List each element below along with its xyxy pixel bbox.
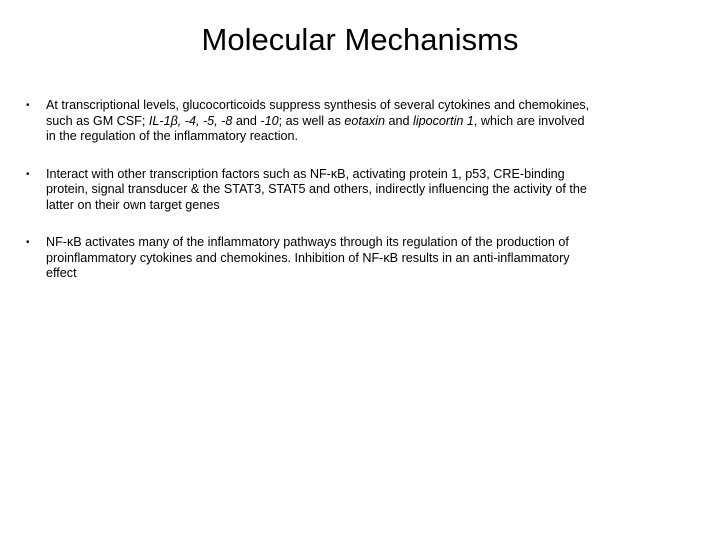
bullet-dot-icon: • (26, 100, 30, 111)
bullet-item (26, 167, 596, 214)
bullet-text (46, 167, 596, 214)
bullet-dot-icon: • (26, 168, 30, 180)
text-segment-italic: eotaxin (344, 113, 385, 128)
text-segment: and (385, 113, 414, 128)
text-segment: At transcriptional levels, glucocorticoids suppress synthesis of several cytokines and chemokines, such as GM CSF; (46, 98, 590, 128)
text-segment-italic: IL-1β, -4, -5, -8 (148, 113, 233, 128)
text-segment: , which are involved in the regulation of the inflammatory reaction. (46, 113, 585, 143)
text-segment: Interact with other transcription factors such as NF-κB, activating protein 1, p53, CRE-binding protein, signal transducer & the STAT3, STAT5 and others, indirectly influencing the activity of the latter on their own target genes (46, 166, 587, 212)
text-segment: NF-κB activates many of the inflammatory pathways through its regulation of the production of proinflammatory cytokines and chemokines. Inhibition of NF-κB results in an anti-inflammatory effect (46, 235, 570, 280)
bullet-dot-icon: • (26, 237, 30, 248)
text-segment: and (232, 113, 261, 128)
slide-title: Molecular Mechanisms (201, 22, 519, 57)
bullet-text (46, 98, 596, 145)
text-segment-italic: lipocortin 1 (413, 113, 474, 128)
bullet-list (26, 98, 596, 304)
bullet-item (26, 235, 596, 282)
text-segment: ; as well as (278, 113, 345, 128)
text-segment-italic: -10 (260, 113, 279, 128)
bullet-text (46, 235, 596, 282)
bullet-item (26, 98, 596, 145)
